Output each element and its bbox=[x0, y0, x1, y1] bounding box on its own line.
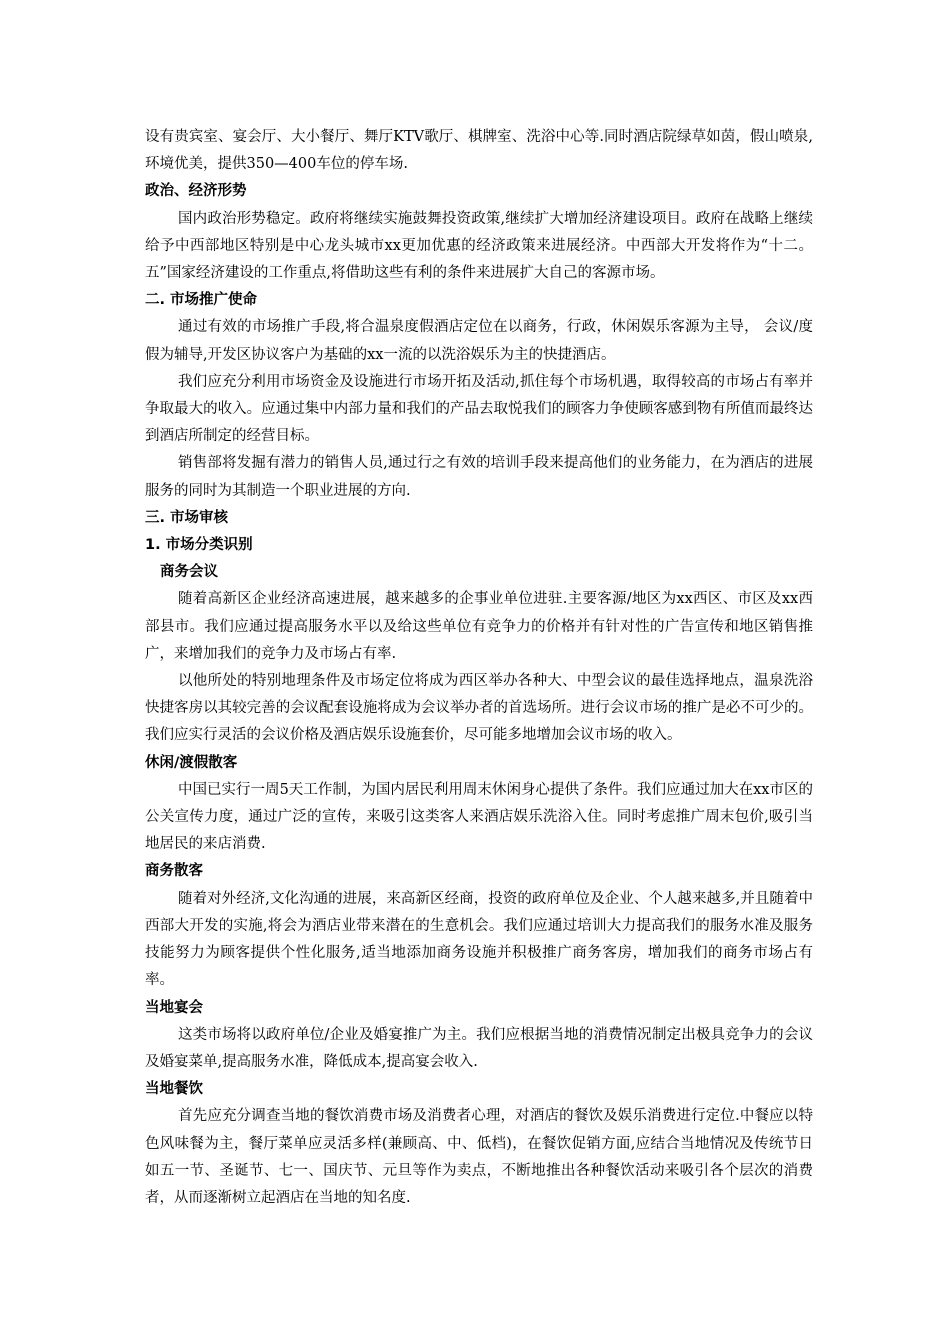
section-heading: 当地餐饮 bbox=[145, 1081, 203, 1098]
paragraph: 通过有效的市场推广手段,将合温泉度假酒店定位在以商务，行政，休闲娱乐客源为主导， 会议/度假为辅导,开发区协议客户为基础的xx一流的以洗浴娱乐为主的快捷酒店。 bbox=[145, 319, 813, 363]
section-heading: 二. 市场推广使命 bbox=[145, 292, 258, 309]
section-heading: 商务散客 bbox=[145, 863, 203, 880]
paragraph: 中国已实行一周5天工作制，为国内居民利用周末休闲身心提供了条件。我们应通过加大在xx市区的公关宣传力度，通过广泛的宣传，来吸引这类客人来酒店娱乐洗浴入住。同时考虑推广周末包价,吸引当地居民的来店消费. bbox=[145, 781, 813, 853]
paragraph: 以他所处的特别地理条件及市场定位将成为西区举办各种大、中型会议的最佳选择地点，温泉洗浴快捷客房以其较完善的会议配套设施将成为会议举办者的首选场所。进行会议市场的推广是必不可少的。我们应实行灵活的会议价格及酒店娱乐设施套价，尽可能多地增加会议市场的收入。 bbox=[145, 673, 813, 744]
paragraph: 这类市场将以政府单位/企业及婚宴推广为主。我们应根据当地的消费情况制定出极具竞争力的会议及婚宴菜单,提高服务水准，降低成本,提高宴会收入. bbox=[145, 1026, 813, 1070]
section-subheading: 商务会议 bbox=[160, 564, 218, 581]
section-heading: 1. 市场分类识别 bbox=[145, 537, 253, 554]
paragraph: 设有贵宾室、宴会厅、大小餐厅、舞厅KTV歌厅、棋牌室、洗浴中心等.同时酒店院绿草如茵，假山喷泉,环境优美，提供350—400车位的停车场. bbox=[145, 129, 813, 173]
paragraph: 首先应充分调查当地的餐饮消费市场及消费者心理，对酒店的餐饮及娱乐消费进行定位.中餐应以特色风味餐为主，餐厅菜单应灵活多样(兼顾高、中、低档)，在餐饮促销方面,应结合当地情况及传统节日如五一节、圣诞节、七一、国庆节、元旦等作为卖点，不断地推出各种餐饮活动来吸引各个层次的消费者，从而逐渐树立起酒店在当地的知名度. bbox=[145, 1108, 813, 1206]
section-heading: 三. 市场审核 bbox=[145, 509, 229, 526]
paragraph: 我们应充分利用市场资金及设施进行市场开拓及活动,抓住每个市场机遇，取得较高的市场占有率并争取最大的收入。应通过集中内部力量和我们的产品去取悦我们的顾客力争使顾客感到物有所值而最终达到酒店所制定的经营目标。 bbox=[145, 373, 813, 445]
section-heading: 休闲/渡假散客 bbox=[145, 754, 238, 771]
paragraph: 随着对外经济,文化沟通的进展，来高新区经商，投资的政府单位及企业、个人越来越多,并且随着中西部大开发的实施,将会为酒店业带来潜在的生意机会。我们应通过培训大力提高我们的服务水准及服务技能努力为顾客提供个性化服务,适当地添加商务设施并积极推广商务客房，增加我们的商务市场占有率。 bbox=[145, 890, 813, 989]
paragraph: 随着高新区企业经济高速进展，越来越多的企事业单位进驻.主要客源/地区为xx西区、市区及xx西部县市。我们应通过提高服务水平以及给这些单位有竞争力的价格并有针对性的广告宣传和地区销售推广，来增加我们的竞争力及市场占有率. bbox=[145, 591, 813, 662]
section-heading: 当地宴会 bbox=[145, 999, 203, 1016]
paragraph: 国内政治形势稳定。政府将继续实施鼓舞投资政策,继续扩大增加经济建设项目。政府在战略上继续给予中西部地区特别是中心龙头城市xx更加优惠的经济政策来进展经济。中西部大开发将作为“十二。五”国家经济建设的工作重点,将借助这些有利的条件来进展扩大自己的客源市场。 bbox=[145, 210, 813, 282]
paragraph: 销售部将发掘有潜力的销售人员,通过行之有效的培训手段来提高他们的业务能力，在为酒店的进展服务的同时为其制造一个职业进展的方向. bbox=[145, 455, 813, 499]
document-page bbox=[145, 124, 813, 1212]
section-heading: 政治、经济形势 bbox=[145, 183, 247, 200]
